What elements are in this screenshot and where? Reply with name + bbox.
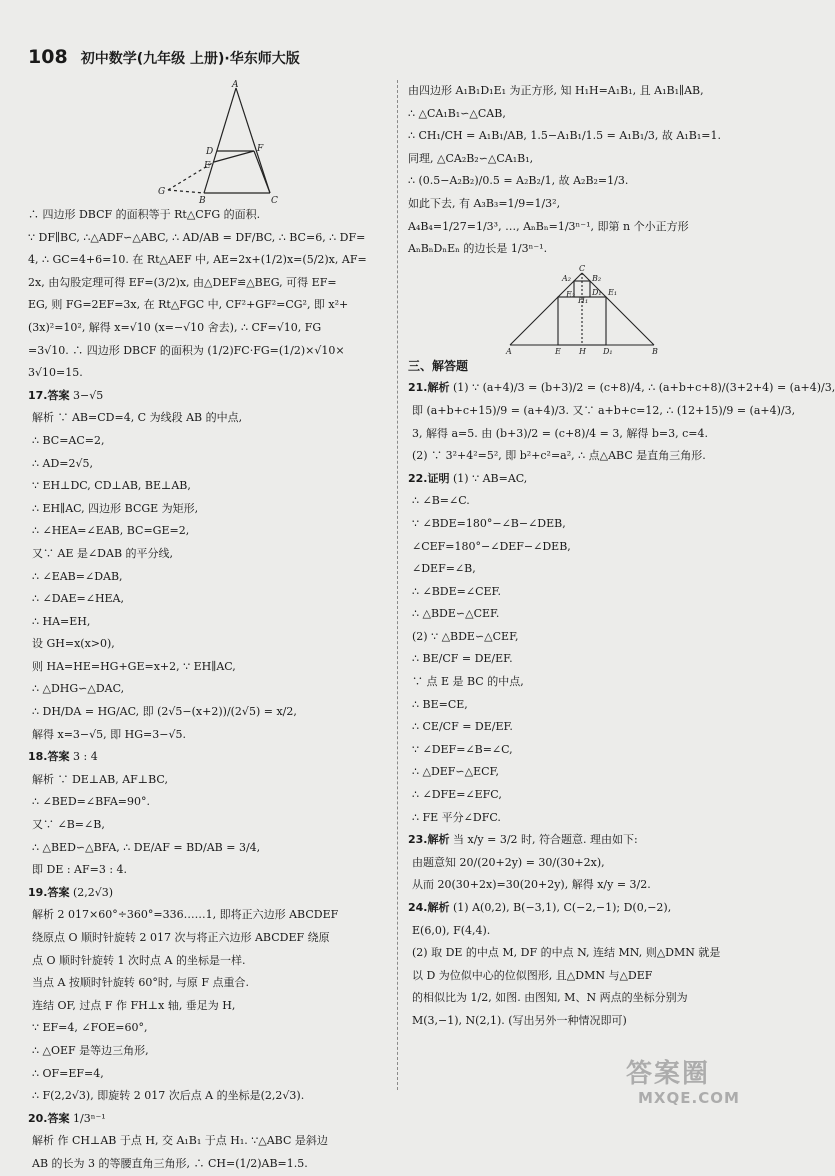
text-line: ∵ EH⊥DC, CD⊥AB, BE⊥AB, <box>32 479 191 493</box>
text-line: 3, 解得 a=5. 由 (b+3)/2 = (c+8)/4 = 3, 解得 b=3, c=4. <box>412 426 708 440</box>
text-line: 如此下去, 有 A₃B₃=1/9=1/3², <box>408 196 561 210</box>
text-line: 由四边形 A₁B₁D₁E₁ 为正方形, 知 H₁H=A₁B₁, 且 A₁B₁∥AB, <box>408 84 704 97</box>
text-line: ∴ OF=EF=4, <box>32 1066 104 1080</box>
text-line: 同理, △CA₂B₂∽△CA₁B₁, <box>408 151 534 165</box>
book-title: 初中数学(九年级 上册)·华东师大版 <box>80 51 300 67</box>
fig2-label: E <box>555 346 561 356</box>
text-line: ∵ ∠BDE=180°−∠B−∠DEB, <box>412 516 566 530</box>
text-line: ∴ △BDE∽△CEF. <box>412 607 500 621</box>
q24-label: 24.解析 <box>408 901 450 914</box>
text-line: 解析 作 CH⊥AB 于点 H, 交 A₁B₁ 于点 H₁. ∵△ABC 是斜边 <box>32 1134 328 1148</box>
text-line: ∴ △BED∽△BFA, ∴ DE/AF = BD/AB = 3/4, <box>32 840 261 854</box>
text-line: ∴ ∠EAB=∠DAB, <box>32 569 123 583</box>
text-line: ∴ ∠DFE=∠EFC, <box>412 788 502 802</box>
fig2-label: C <box>579 263 586 273</box>
text-line: ∴ △DHG∽△DAC, <box>32 682 125 696</box>
q18-header <box>28 746 390 769</box>
text-line: (2) ∵ △BDE∽△CEF, <box>412 629 519 643</box>
text-line: 即 (a+b+c+15)/9 = (a+4)/3. 又∵ a+b+c=12, ∴ (12+15)/9 = (a+4)/3, <box>412 403 796 417</box>
q19-header <box>28 882 390 905</box>
page-header <box>28 46 300 68</box>
fig2-label: E₁ <box>608 287 618 297</box>
text-line: ∴ △DEF∽△ECF, <box>412 765 499 779</box>
text-line: ∠CEF=180°−∠DEF−∠DEB, <box>412 539 571 553</box>
text-line: 当 x/y = 3/2 时, 符合题意. 理由如下: <box>453 833 638 847</box>
q17-answer: 3−√5 <box>73 388 104 402</box>
watermark-logo <box>612 1049 760 1115</box>
text-line: 当点 A 按顺时针旋转 60°时, 与原 F 点重合. <box>32 976 250 990</box>
text-line: M(3,−1), N(2,1). (写出另外一种情况即可) <box>412 1013 627 1027</box>
text-line: ∴ 四边形 DBCF 的面积等于 Rt△CFG 的面积. <box>28 208 261 221</box>
text-line: ∠DEF=∠B, <box>412 562 476 576</box>
text-line: 从而 20(30+2x)=30(20+2y), 解得 x/y = 3/2. <box>412 878 651 892</box>
text-line: ∴ ∠DAE=∠HEA, <box>32 592 125 606</box>
text-line: ∴ DH/DA = HG/AC, 即 (2√5−(x+2))/(2√5) = x/2, <box>32 705 297 719</box>
squares-in-triangle-figure <box>408 261 756 355</box>
text-line: (3x)²=10², 解得 x=√10 (x=−√10 舍去), ∴ CF=√10, FG <box>28 320 322 334</box>
q20-header <box>28 1108 390 1131</box>
q21-first-line <box>408 377 835 400</box>
fig2-label: E₂ <box>566 289 576 299</box>
q23-label: 23.解析 <box>408 833 450 847</box>
q17-header <box>28 385 390 408</box>
q21-label: 21.解析 <box>408 381 450 395</box>
q24-first-line <box>408 897 756 920</box>
text-line: 4, ∴ GC=4+6=10. 在 Rt△AEF 中, AE=2x+(1/2)x=(5/2)x, AF= <box>28 253 367 267</box>
text-line: ∴ F(2,2√3), 即旋转 2 017 次后点 A 的坐标是(2,2√3). <box>32 1089 305 1103</box>
text-line: 绕原点 O 顺时针旋转 2 017 次与将正六边形 ABCDEF 绕原 <box>32 931 330 944</box>
q23-first-line <box>408 829 756 852</box>
right-column <box>408 80 835 1033</box>
q17-label: 17.答案 <box>28 388 70 402</box>
fig1-label: C <box>271 196 278 206</box>
fig1-side-ac <box>236 88 270 193</box>
text-line: 的相似比为 1/2, 如图. 由图知, M、N 两点的坐标分别为 <box>412 991 688 1005</box>
text-line: ∴ AD=2√5, <box>32 456 93 470</box>
fig2-label: D₁ <box>603 346 613 356</box>
text-line: 设 GH=x(x>0), <box>32 637 115 651</box>
q18-label: 18.答案 <box>28 750 70 764</box>
left-column <box>28 82 390 1176</box>
text-line: ∴ ∠BED=∠BFA=90°. <box>32 795 150 809</box>
text-line: (2) ∵ 3²+4²=5², 即 b²+c²=a², ∴ 点△ABC 是直角三角形. <box>412 449 706 463</box>
text-line: ∴ FE 平分∠DFC. <box>412 810 501 824</box>
text-line: (1) ∵ (a+4)/3 = (b+3)/2 = (c+8)/4, ∴ (a+b+c+8)/(3+2+4) = (a+4)/3, <box>453 381 835 395</box>
fig2-label: D₁ <box>592 287 602 297</box>
text-line: (1) A(0,2), B(−3,1), C(−2,−1); D(0,−2), <box>453 901 672 914</box>
text-line: ∴ (0.5−A₂B₂)/0.5 = A₂B₂/1, 故 A₂B₂=1/3. <box>408 174 629 188</box>
fig2-label: H <box>579 346 586 356</box>
text-line: EG, 则 FG=2EF=3x, 在 Rt△FGC 中, CF²+GF²=CG², 即 x²+ <box>28 298 349 312</box>
text-line: ∵ EF=4, ∠FOE=60°, <box>32 1021 148 1035</box>
column-divider <box>397 80 398 1090</box>
q18-answer: 3 : 4 <box>73 750 98 764</box>
triangle-figure <box>28 82 390 204</box>
text-line: ∴ △OEF 是等边三角形, <box>32 1043 149 1057</box>
text-line: A₄B₄=1/27=1/3³, …, AₙBₙ=1/3ⁿ⁻¹, 即第 n 个小正方形 <box>408 219 689 233</box>
text-line: ∴ △CA₁B₁∽△CAB, <box>408 106 506 120</box>
text-line: ∵ DF∥BC, ∴△ADF∽△ABC, ∴ AD/AB = DF/BC, ∴ BC=6, ∴ DF= <box>28 230 366 244</box>
text-line: 3√10=15. <box>28 366 83 380</box>
text-line: E(6,0), F(4,4). <box>412 923 491 937</box>
fig2-label: A <box>506 346 512 356</box>
text-line: (1) ∵ AB=AC, <box>453 471 528 485</box>
fig1-label: D <box>206 147 214 157</box>
text-line: =3√10. ∴ 四边形 DBCF 的面积为 (1/2)FC·FG=(1/2)×√10× <box>28 343 345 357</box>
fig1-label: E <box>204 161 211 171</box>
fig1-segment-ef <box>214 151 254 162</box>
text-line: 以 D 为位似中心的位似图形, 且△DMN 与△DEF <box>412 968 653 982</box>
text-line: AₙBₙDₙEₙ 的边长是 1/3ⁿ⁻¹. <box>408 242 548 256</box>
text-line: 解析 2 017×60°÷360°=336……1, 即将正六边形 ABCDEF <box>32 908 339 922</box>
text-line: 由题意知 20/(20+2y) = 30/(30+2x), <box>412 855 605 869</box>
q22-label: 22.证明 <box>408 471 450 485</box>
fig2-label: B₂ <box>592 273 602 283</box>
text-line: ∴ ∠BDE=∠CEF. <box>412 584 501 598</box>
text-line: 点 O 顺时针旋转 1 次时点 A 的坐标是一样. <box>32 953 246 967</box>
fig1-label: F <box>257 144 264 154</box>
text-line: 解得 x=3−√5, 即 HG=3−√5. <box>32 727 186 741</box>
text-line: 解析 ∵ DE⊥AB, AF⊥BC, <box>32 772 168 786</box>
text-line: 又∵ ∠B=∠B, <box>32 818 105 832</box>
text-line: ∴ BE=CE, <box>412 697 468 711</box>
text-line: 连结 OF, 过点 F 作 FH⊥x 轴, 垂足为 H, <box>32 998 236 1012</box>
text-line: 2x, 由勾股定理可得 EF=(3/2)x, 由△DEF≌△BEG, 可得 EF= <box>28 275 337 289</box>
fig1-label: A <box>232 80 239 90</box>
fig1-label: B <box>199 196 206 206</box>
text-line: 解析 ∵ AB=CD=4, C 为线段 AB 的中点, <box>32 411 243 425</box>
text-line: ∴ BC=AC=2, <box>32 433 105 447</box>
section-heading: 三、解答题 <box>408 358 469 373</box>
text-line: ∴ ∠B=∠C. <box>412 494 470 508</box>
watermark-text: 答案圈 <box>626 1059 711 1089</box>
fig1-segment-fc <box>254 151 270 193</box>
text-line: ∵ 点 E 是 BC 的中点, <box>412 675 524 689</box>
watermark-url: MXQE.COM <box>638 1089 740 1107</box>
fig2-side-bc <box>582 273 654 345</box>
fig1-segment-gb <box>168 190 204 193</box>
fig2-label: H₁ <box>578 295 589 305</box>
page-number: 108 <box>28 46 68 68</box>
text-line: AB 的长为 3 的等腰直角三角形, ∴ CH=(1/2)AB=1.5. <box>32 1156 308 1170</box>
text-line: (2) 取 DE 的中点 M, DF 的中点 N, 连结 MN, 则△DMN 就是 <box>412 946 721 960</box>
fig2-label: B <box>652 346 658 356</box>
text-line: ∵ ∠DEF=∠B=∠C, <box>412 742 513 756</box>
q22-first-line <box>408 468 756 491</box>
text-line: ∴ EH∥AC, 四边形 BCGE 为矩形, <box>32 501 199 515</box>
text-line: 又∵ AE 是∠DAB 的平分线, <box>32 546 174 560</box>
text-line: ∴ BE/CF = DE/EF. <box>412 652 513 666</box>
text-line: 即 DE : AF=3 : 4. <box>32 863 128 877</box>
fig2-side-ac <box>510 273 582 345</box>
text-line: ∴ CE/CF = DE/EF. <box>412 720 513 734</box>
q20-label: 20.答案 <box>28 1111 70 1125</box>
text-line: ∴ HA=EH, <box>32 614 91 628</box>
q20-answer: 1/3ⁿ⁻¹ <box>73 1111 106 1125</box>
q19-label: 19.答案 <box>28 885 70 899</box>
fig1-side-ab <box>204 88 236 193</box>
q19-answer: (2,2√3) <box>73 885 114 899</box>
text-line: ∴ ∠HEA=∠EAB, BC=GE=2, <box>32 524 190 538</box>
text-line: 则 HA=HE=HG+GE=x+2, ∵ EH∥AC, <box>32 659 236 673</box>
text-line: ∴ CH₁/CH = A₁B₁/AB, 1.5−A₁B₁/1.5 = A₁B₁/3, 故 A₁B₁=1. <box>408 129 721 143</box>
fig2-label: A₂ <box>562 273 571 283</box>
fig1-label: G <box>158 187 166 197</box>
